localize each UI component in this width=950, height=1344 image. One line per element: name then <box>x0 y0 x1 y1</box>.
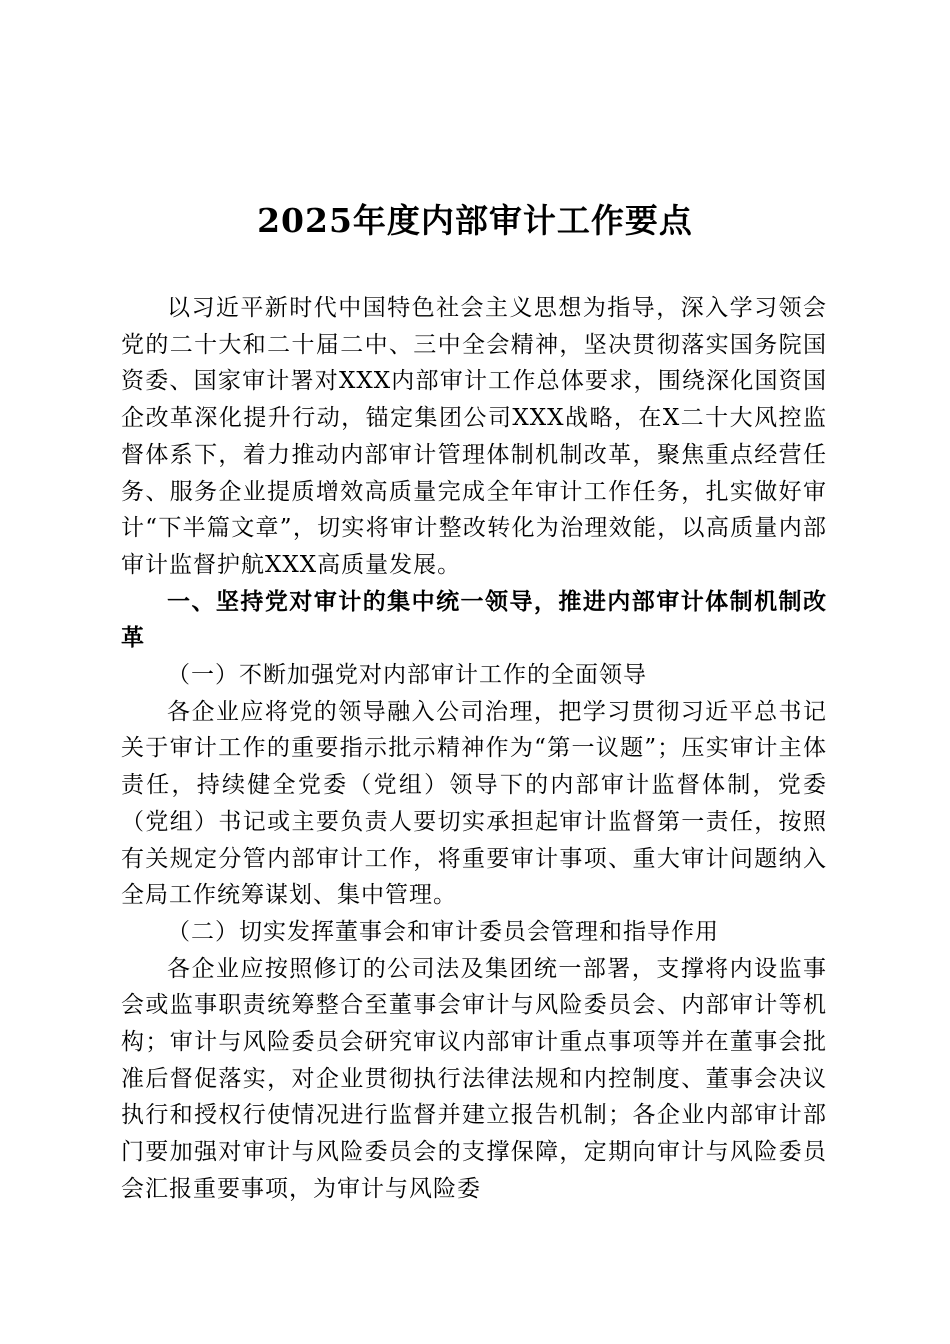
document-body <box>121 290 827 1208</box>
section-heading-1: 一、坚持党对审计的集中统一领导，推进内部审计体制机制改革 <box>121 588 827 652</box>
document-title: 2025年度内部审计工作要点 <box>257 201 693 240</box>
subsection-heading-1: （一）不断加强党对内部审计工作的全面领导 <box>167 662 647 689</box>
intro-paragraph: 以习近平新时代中国特色社会主义思想为指导，深入学习领会党的二十大和二十届二中、三中全会精神，坚决贯彻落实国务院国资委、国家审计署对XXX内部审计工作总体要求，围绕深化国资国企改革深化提升行动，锚定集团公司XXX战略，在X二十大风控监督体系下，着力推动内部审计管理体制机制改革，聚焦重点经营任务、服务企业提质增效高质量完成全年审计工作任务，扎实做好审计“下半篇文章”，切实将审计整改转化为治理效能，以高质量内部审计监督护航XXX高质量发展。 <box>121 295 827 578</box>
subsection-heading-2: （二）切实发挥董事会和审计委员会管理和指导作用 <box>167 918 719 945</box>
subsection-2-paragraph: 各企业应按照修订的公司法及集团统一部署，支撑将内设监事会或监事职责统筹整合至董事会审计与风险委员会、内部审计等机构；审计与风险委员会研究审议内部审计重点事项等并在董事会批准后督促落实，对企业贯彻执行法律法规和内控制度、董事会决议执行和授权行使情况进行监督并建立报告机制；各企业内部审计部门要加强对审计与风险委员会的支撑保障，定期向审计与风险委员会汇报重要事项，为审计与风险委 <box>121 955 827 1202</box>
subsection-1-paragraph: 各企业应将党的领导融入公司治理，把学习贯彻习近平总书记关于审计工作的重要指示批示精神作为“第一议题”；压实审计主体责任，持续健全党委（党组）领导下的内部审计监督体制，党委（党组）书记或主要负责人要切实承担起审计监督第一责任，按照有关规定分管内部审计工作，将重要审计事项、重大审计问题纳入全局工作统筹谋划、集中管理。 <box>121 698 827 909</box>
